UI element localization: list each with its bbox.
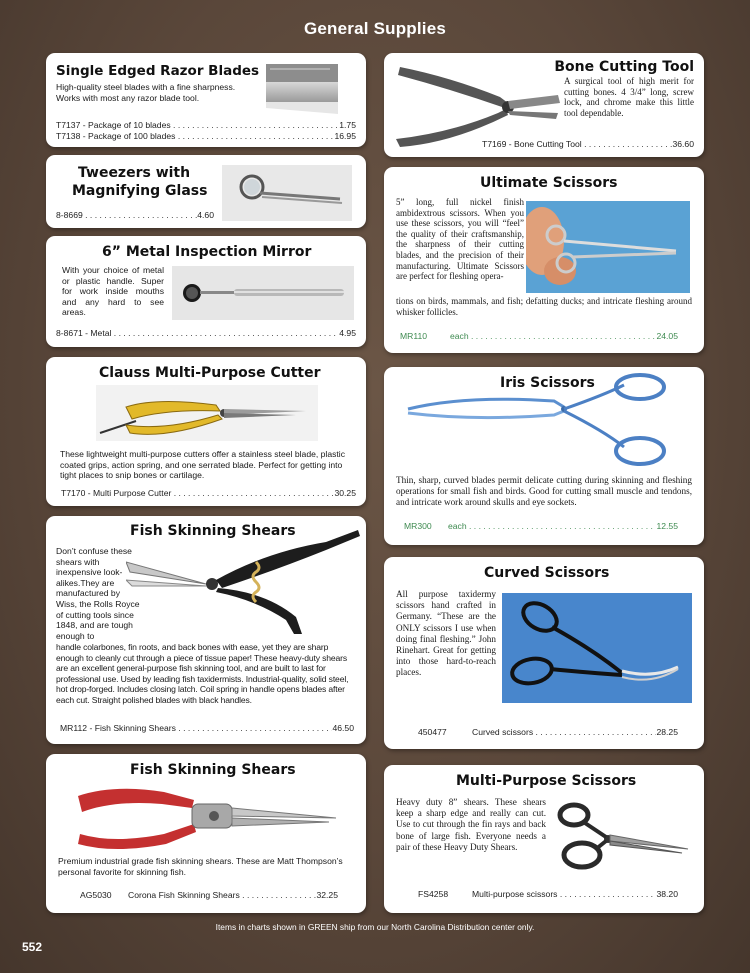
bone-title: Bone Cutting Tool [554, 59, 694, 75]
mirror-description: With your choice of metal or plastic handle. Super for work inside mouths and any hard to see areas. [62, 265, 164, 318]
bone-cutting-image [390, 57, 566, 147]
curved-scissors-image [502, 593, 692, 703]
item-price: 16.95 [334, 131, 356, 141]
footer-note: Items in charts shown in GREEN ship from our North Carolina Distribution center only. [215, 922, 535, 932]
curved-scissors-card [384, 557, 704, 749]
price-row [56, 131, 356, 141]
tweezers-image [222, 165, 352, 221]
item-price: 4.95 [339, 328, 356, 338]
clauss-description: These lightweight multi-purpose cutters offer a stainless steel blade, plastic coated grips, action spring, and one serrated blade. Perfect for getting into tight places to snip bones or cartilage. [60, 449, 346, 481]
bone-description: A surgical tool of high merit for cutting bones. 4 3/4” long, screw lock, and chrome make this little tool dependable. [564, 76, 694, 118]
price-row [418, 727, 678, 737]
corona-shears-image [74, 782, 344, 854]
tweezers-title-line1: Tweezers with [78, 165, 191, 181]
fish-shears-card [46, 516, 366, 744]
item-label: each . . . [448, 521, 656, 531]
item-code: FS4258 [418, 889, 449, 899]
price-row [400, 331, 678, 341]
item-code: AG5030 [80, 890, 112, 900]
item-label: 8-8669 . . . [56, 210, 197, 220]
item-code: MR300 [404, 521, 432, 531]
item-label: Curved scissors . . . [472, 727, 656, 737]
mirror-title: 6” Metal Inspection Mirror [102, 244, 312, 260]
item-price: 38.20 [656, 889, 678, 899]
item-label: T7169 - Bone Cutting Tool . . . [482, 139, 672, 149]
item-price: 46.50 [332, 723, 354, 733]
item-label: T7137 - Package of 10 blades . . . [56, 120, 339, 130]
mirror-card [46, 236, 366, 347]
price-row [56, 210, 214, 220]
item-price: 24.05 [656, 331, 678, 341]
price-row [404, 521, 678, 531]
clauss-title: Clauss Multi-Purpose Cutter [99, 365, 321, 381]
bone-cutting-card [384, 53, 704, 157]
item-label: each . . . [450, 331, 656, 341]
tweezers-title-line2: Magnifying Glass [72, 183, 208, 199]
corona-shears-title: Fish Skinning Shears [130, 762, 296, 778]
ultimate-title: Ultimate Scissors [480, 175, 618, 191]
page-number: 552 [22, 940, 43, 954]
fish-shears-title: Fish Skinning Shears [130, 523, 296, 539]
clauss-cutter-card [46, 357, 366, 506]
ultimate-description-wide: tions on birds, mammals, and fish; defatting ducks; and intricate fleshing around whisker follicles. [396, 296, 692, 317]
item-label: Corona Fish Skinning Shears . . . [128, 890, 316, 900]
corona-shears-description: Premium industrial grade fish skinning shears. These are Matt Thompson’s personal favorite for skinning fish. [58, 856, 343, 877]
razor-blades-card [46, 53, 366, 147]
item-price: 36.60 [672, 139, 694, 149]
ultimate-description-narrow: 5” long, full nickel finish ambidextrous scissors. When you use these scissors, you will “feel” the quality of their craftsmanship, the sharpness of their cutting blades, and the precision of their manufacturing. Ultimate Scissors are perfect for fleshing opera- [396, 197, 524, 282]
multi-title: Multi-Purpose Scissors [456, 773, 637, 789]
page-header: General Supplies [303, 19, 447, 38]
item-label: T7138 - Package of 100 blades . . . [56, 131, 334, 141]
razor-description: High-quality steel blades with a fine sharpness. Works with most any razor blade tool. [56, 82, 236, 103]
price-row [60, 723, 354, 733]
ultimate-scissors-card [384, 167, 704, 353]
mirror-image [172, 266, 354, 320]
iris-scissors-card [384, 367, 704, 545]
fish-shears-image [126, 522, 364, 640]
item-price: 1.75 [339, 120, 356, 130]
clauss-cutter-image [96, 385, 318, 441]
item-price: 32.25 [316, 890, 338, 900]
ultimate-scissors-image [526, 201, 690, 293]
curved-title: Curved Scissors [484, 565, 610, 581]
iris-scissors-image [404, 371, 684, 469]
price-row [61, 488, 356, 498]
price-row [418, 889, 678, 899]
multi-description: Heavy duty 8” shears. These shears keep a sharp edge and really can cut. Use to cut through the fin rays and back bone of large fish. Everyone needs a pair of these Heavy Duty Shears. [396, 797, 546, 852]
item-price: 28.25 [656, 727, 678, 737]
price-row [80, 890, 338, 900]
tweezers-card [46, 155, 366, 228]
price-row [482, 139, 694, 149]
item-price: 4.60 [197, 210, 214, 220]
price-row [56, 328, 356, 338]
price-row [56, 120, 356, 130]
fish-shears-description-narrow: Don’t confuse these shears with inexpensive look-alikes.They are manufactured by Wiss, the Rolls Royce of cutting tools since 1848, and are tough enough to [56, 546, 140, 641]
razor-title: Single Edged Razor Blades [56, 63, 260, 79]
curved-description: All purpose taxidermy scissors hand crafted in Germany. “These are the ONLY scissors I use when doing final fleshing.” John Rinehart. Great for getting into those hard-to-reach places. [396, 589, 496, 678]
item-code: 450477 [418, 727, 447, 737]
multi-purpose-scissors-card [384, 765, 704, 913]
item-label: T7170 - Multi Purpose Cutter . . . [61, 488, 334, 498]
iris-title: Iris Scissors [500, 375, 595, 391]
razor-blade-image [260, 58, 344, 118]
item-code: MR110 [400, 331, 428, 341]
item-label: 8-8671 - Metal . . . [56, 328, 339, 338]
corona-shears-card [46, 754, 366, 913]
multi-scissors-image [552, 799, 692, 873]
item-price: 12.55 [656, 521, 678, 531]
iris-description: Thin, sharp, curved blades permit delicate cutting during skinning and fleshing operations for small fish and birds. Good for cutting small muscle and tendons, and intricate work around skulls and eye sockets. [396, 475, 692, 507]
fish-shears-description-wide: handle colarbones, fin roots, and back bones with ease, yet they are sharp enough to cleanly cut through a piece of tissue paper! These heavy-duty shears are an excellent general-purpose fish skinning tool, and are built to last for professional use. Used by leading fish taxidermists. Industrial-quality, solid steel, hot drop-forged. Includes closing latch. Coil spring in handle opens blades after each cut. Straight polished blades with black handles. [56, 642, 349, 705]
item-price: 30.25 [334, 488, 356, 498]
item-label: Multi-purpose scissors . . . [472, 889, 656, 899]
item-label: MR112 - Fish Skinning Shears . . . [60, 723, 332, 733]
